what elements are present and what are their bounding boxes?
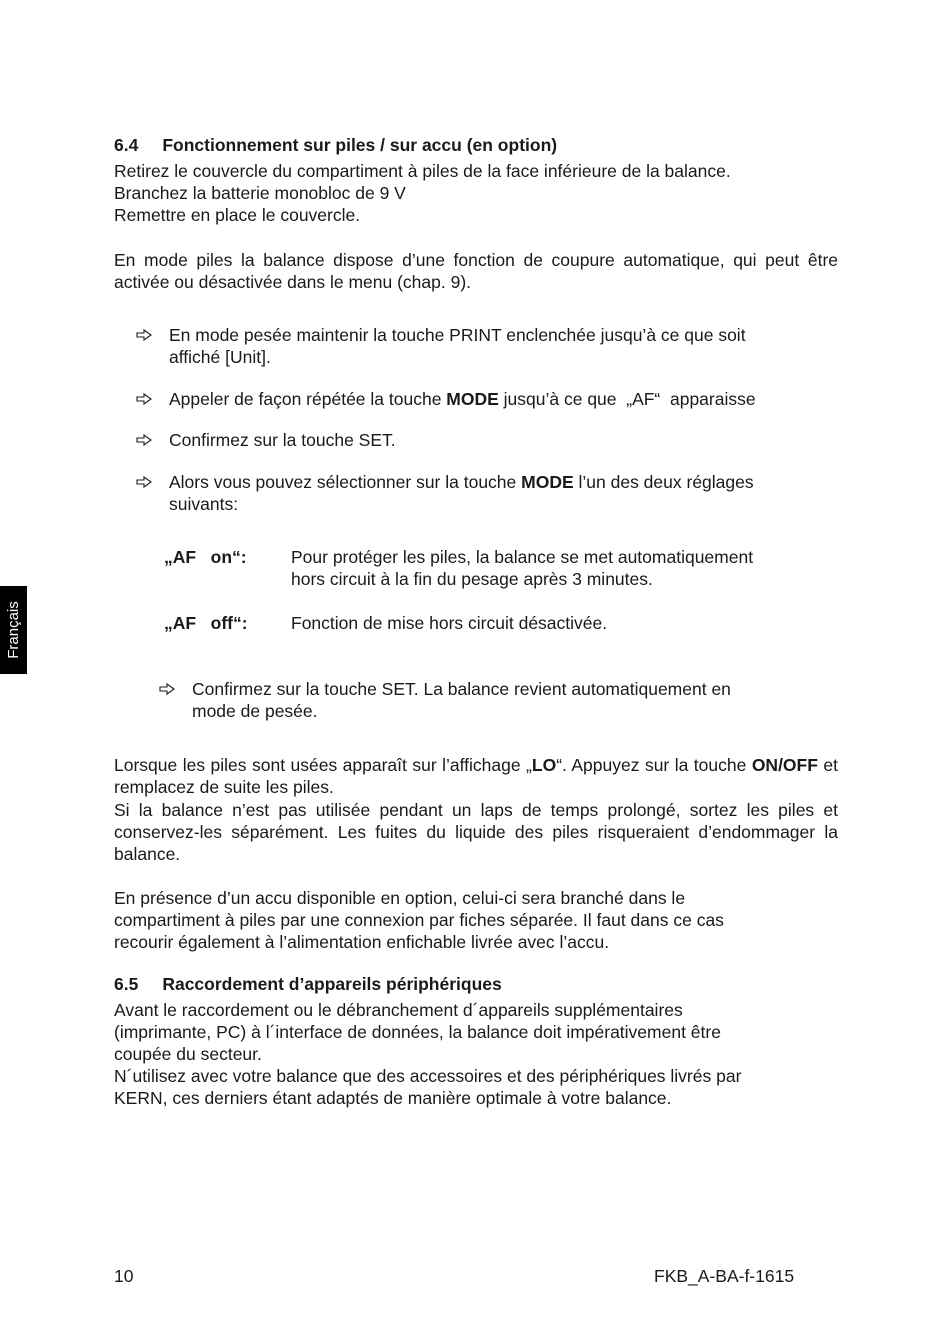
outline-arrow-right-icon bbox=[136, 476, 152, 488]
af-on-desc-line: Pour protéger les piles, la balance se met automatiquement bbox=[291, 547, 754, 567]
section-number: 6.4 bbox=[114, 135, 139, 155]
accu-line: En présence d’un accu disponible en option, celui-ci sera branché dans le bbox=[114, 888, 686, 908]
outline-arrow-right-icon bbox=[136, 393, 152, 405]
auto-off-paragraph: En mode piles la balance dispose d’une fonction de coupure automatique, qui peut être activée ou désactivée dans le menu (chap. 9). bbox=[114, 250, 838, 292]
section-6-5-heading bbox=[114, 973, 502, 995]
section-6-5-line: Avant le raccordement ou le débranchement d´appareils supplémentaires bbox=[114, 1000, 683, 1020]
accu-line: recourir également à l’alimentation enfichable livrée avec l’accu. bbox=[114, 932, 610, 952]
confirm-line: Confirmez sur la touche SET. La balance revient automatiquement en bbox=[192, 679, 731, 699]
section-6-5-line: (imprimante, PC) à l´interface de données, la balance doit impérativement être bbox=[114, 1022, 721, 1042]
confirm-step bbox=[192, 678, 731, 722]
low-battery-paragraph: Lorsque les piles sont usées apparaît sur l’affichage „LO“. Appuyez sur la touche ON/OFF et remplacez de suite les piles. bbox=[114, 755, 838, 797]
onoff-key-label: ON/OFF bbox=[751, 755, 818, 775]
step-4-line: Alors vous pouvez sélectionner sur la touche MODE l’un des deux réglages bbox=[169, 472, 754, 492]
section-6-4-heading bbox=[114, 134, 557, 156]
document-code: FKB_A-BA-f-1615 bbox=[654, 1266, 795, 1286]
section-6-5-line: N´utilisez avec votre balance que des accessoires et des périphériques livrés par bbox=[114, 1066, 742, 1086]
af-off-description: Fonction de mise hors circuit désactivée. bbox=[291, 613, 608, 633]
af-on-desc-line: hors circuit à la fin du pesage après 3 minutes. bbox=[291, 569, 653, 589]
intro-line: Remettre en place le couvercle. bbox=[114, 205, 361, 225]
storage-paragraph: Si la balance n’est pas utilisée pendant un laps de temps prolongé, sortez les piles et conservez-les séparément. Les fuites du liquide des piles risqueraient d’endommager la balance. bbox=[114, 800, 838, 864]
intro-text bbox=[114, 160, 838, 226]
page-number: 10 bbox=[114, 1266, 134, 1286]
section-title: Raccordement d’appareils périphériques bbox=[162, 974, 502, 994]
step-2-text: Appeler de façon répétée la touche bbox=[169, 389, 447, 409]
confirm-line: mode de pesée. bbox=[192, 701, 318, 721]
outline-arrow-right-icon bbox=[136, 329, 152, 341]
step-4 bbox=[169, 471, 754, 515]
step-2 bbox=[169, 388, 756, 410]
section-number: 6.5 bbox=[114, 974, 139, 994]
accu-paragraph bbox=[114, 887, 838, 953]
step-1-line: affiché [Unit]. bbox=[169, 347, 271, 367]
step-1 bbox=[169, 324, 746, 368]
lo-display-label: LO bbox=[531, 755, 557, 775]
af-on-label: „AF on“: bbox=[164, 547, 247, 567]
section-title: Fonctionnement sur piles / sur accu (en option) bbox=[162, 135, 558, 155]
section-6-5-line: KERN, ces derniers étant adaptés de manière optimale à votre balance. bbox=[114, 1088, 672, 1108]
accu-line: compartiment à piles par une connexion par fiches séparée. Il faut dans ce cas bbox=[114, 910, 724, 930]
af-off-label: „AF off“: bbox=[164, 613, 248, 633]
step-4-line: suivants: bbox=[169, 494, 239, 514]
language-label: Français bbox=[4, 601, 22, 659]
intro-line: Branchez la batterie monobloc de 9 V bbox=[114, 183, 406, 203]
mode-key-label: MODE bbox=[521, 472, 574, 492]
mode-key-label: MODE bbox=[446, 389, 499, 409]
section-6-5-text bbox=[114, 999, 838, 1109]
af-on-description bbox=[291, 546, 753, 590]
intro-line: Retirez le couvercle du compartiment à piles de la face inférieure de la balance. bbox=[114, 161, 731, 181]
outline-arrow-right-icon bbox=[136, 434, 152, 446]
outline-arrow-right-icon bbox=[159, 683, 175, 695]
language-side-tab bbox=[0, 586, 27, 674]
step-1-line: En mode pesée maintenir la touche PRINT enclenchée jusqu’à ce que soit bbox=[169, 325, 746, 345]
step-3: Confirmez sur la touche SET. bbox=[169, 430, 396, 450]
step-2-text: jusqu’à ce que „AF“ apparaisse bbox=[498, 389, 756, 409]
section-6-5-line: coupée du secteur. bbox=[114, 1044, 262, 1064]
